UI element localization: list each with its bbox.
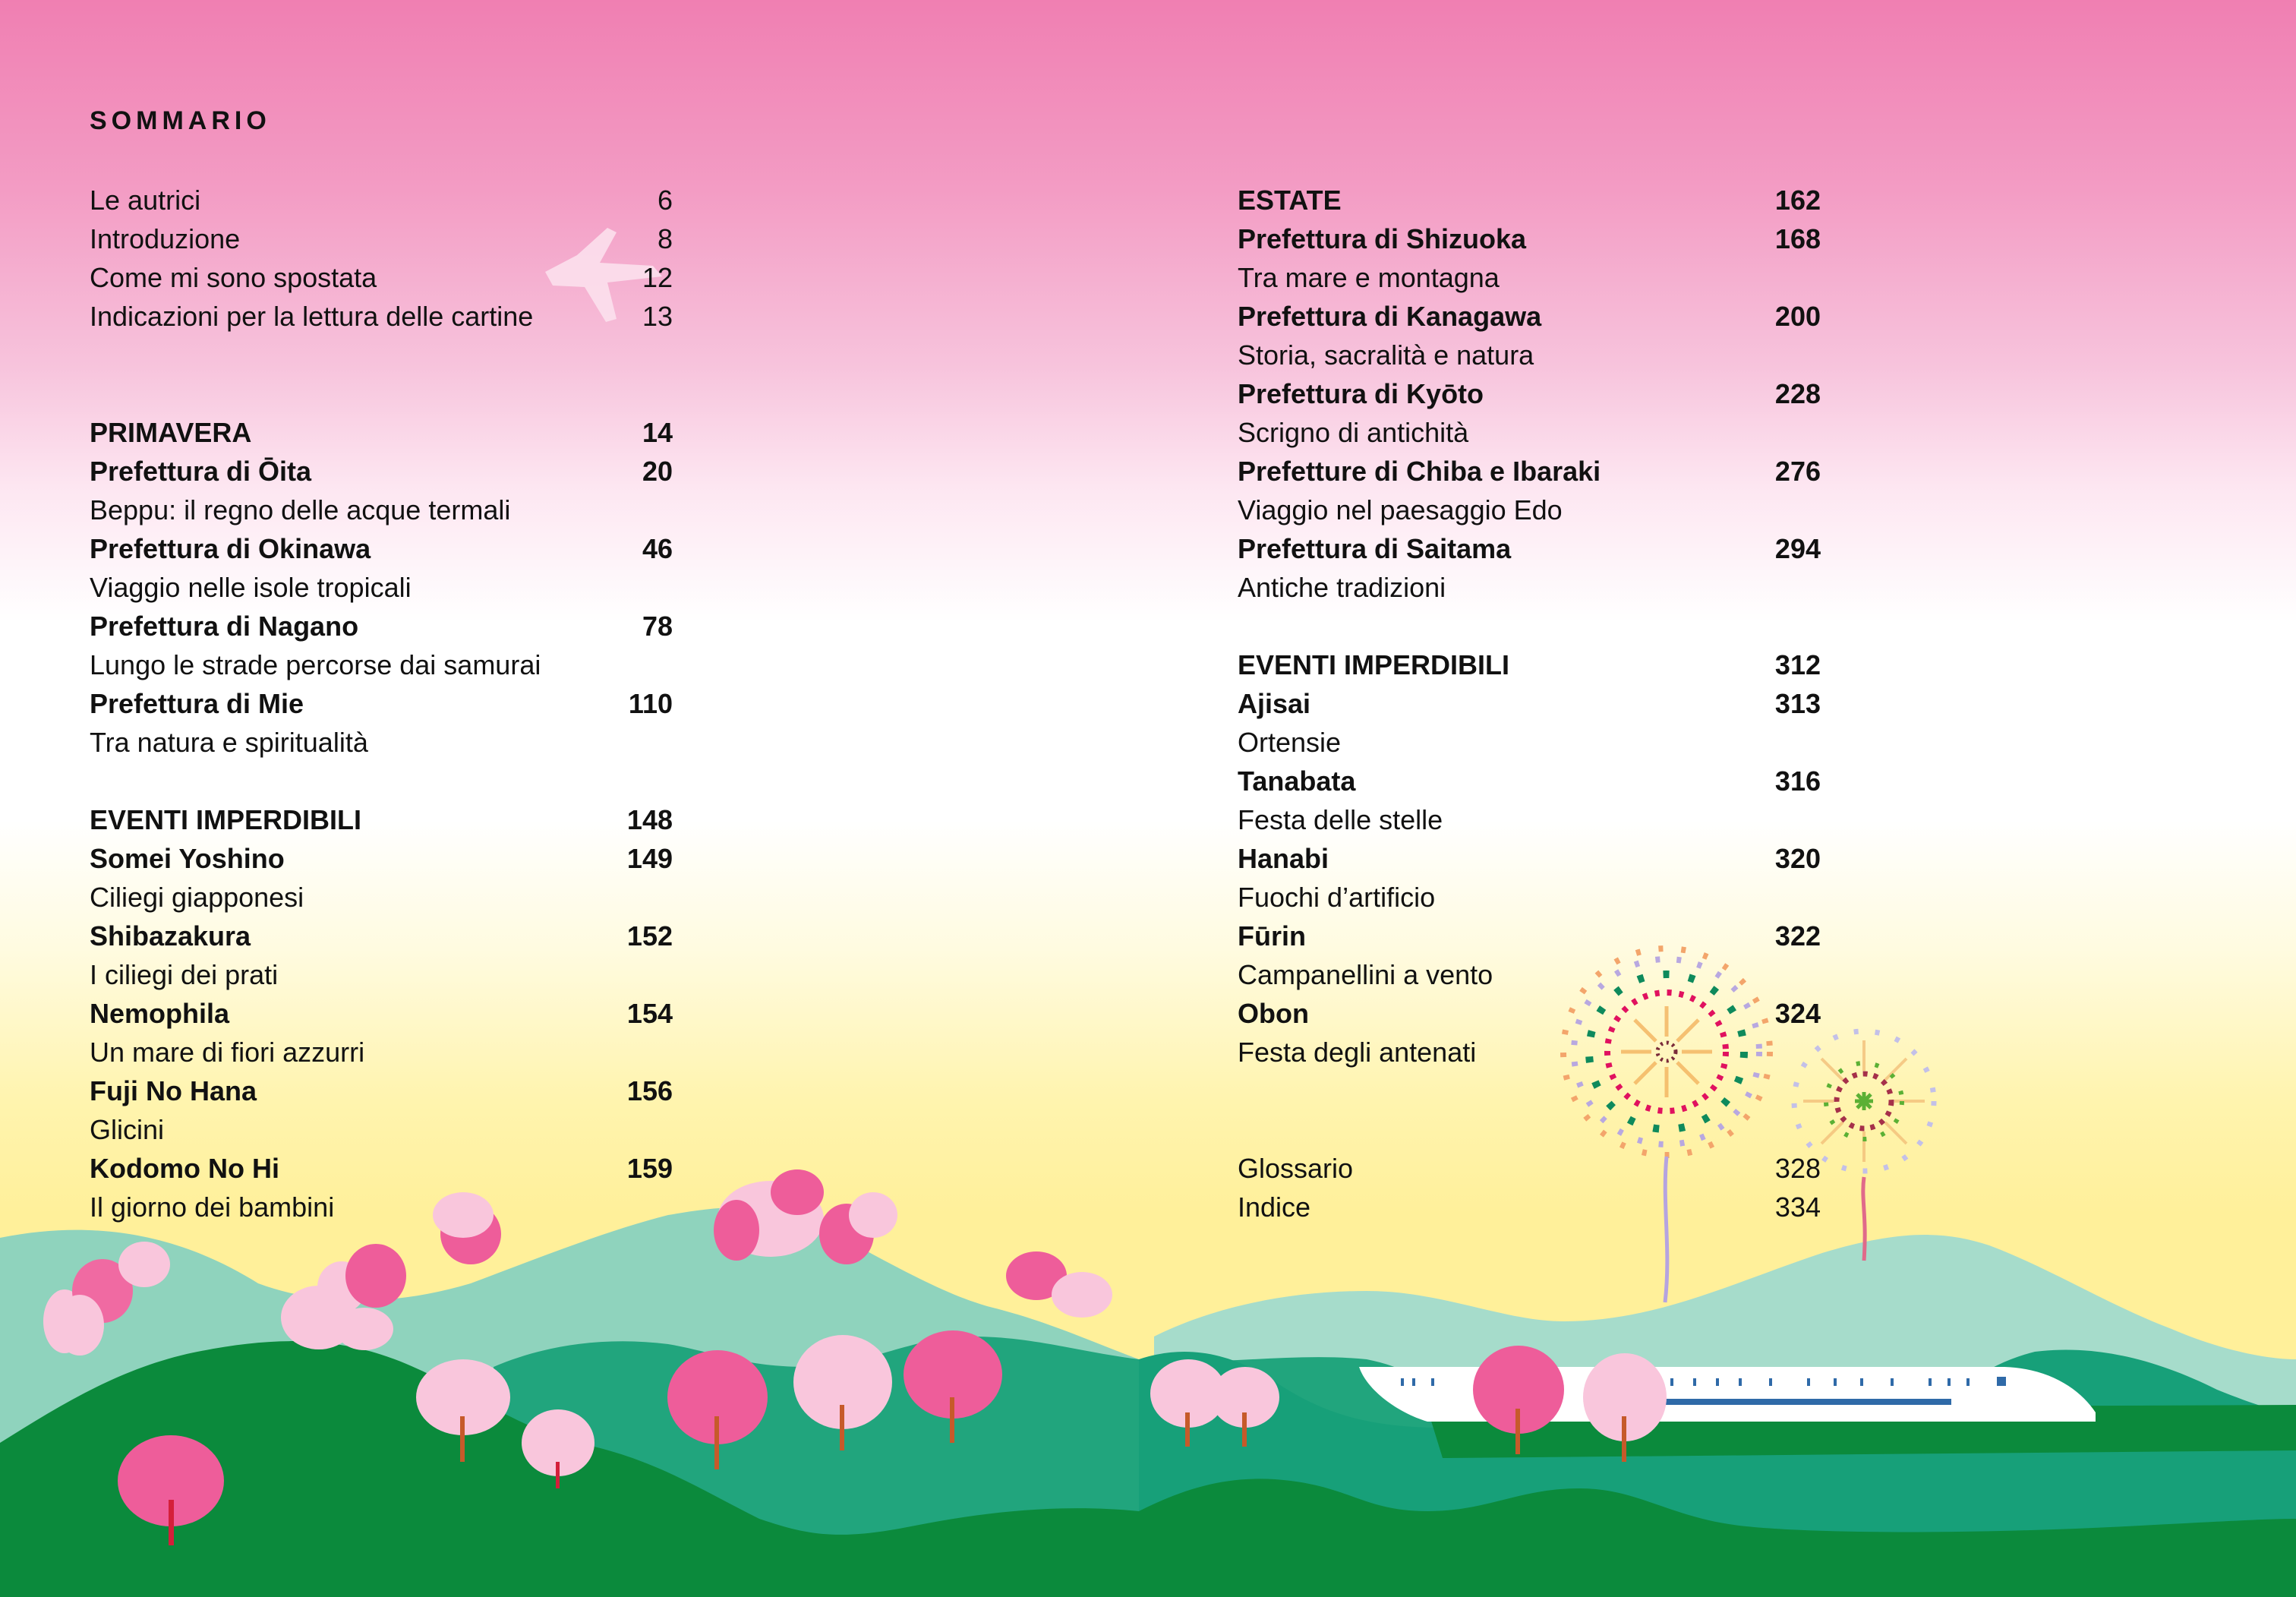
entry-page: 156 <box>626 1075 673 1106</box>
entry-page: 328 <box>1774 1153 1821 1184</box>
toc-right-column <box>1238 181 1821 1226</box>
entry-page: 294 <box>1774 533 1821 564</box>
train-illustration <box>1359 1367 2096 1422</box>
toc-entry[interactable] <box>90 684 673 723</box>
toc-entry[interactable] <box>1238 452 1821 491</box>
section-heading-eventi-estate[interactable] <box>1238 645 1821 684</box>
spacer <box>90 762 673 800</box>
section-label: EVENTI IMPERDIBILI <box>1238 649 1510 680</box>
entry-label: Le autrici <box>90 185 201 216</box>
section-label: EVENTI IMPERDIBILI <box>90 804 362 835</box>
entry-title: Prefettura di Nagano <box>90 611 359 642</box>
entry-label: Glossario <box>1238 1153 1354 1184</box>
entry-page: 322 <box>1774 920 1821 952</box>
entry-page: 78 <box>642 611 673 642</box>
entry-title: Tanabata <box>1238 765 1356 797</box>
subtitle-text: Viaggio nelle isole tropicali <box>90 572 412 603</box>
entry-subtitle <box>90 568 673 607</box>
toc-entry[interactable] <box>90 917 673 955</box>
entry-subtitle <box>90 491 673 529</box>
entry-page: 46 <box>642 533 673 564</box>
entry-title: Prefetture di Chiba e Ibaraki <box>1238 456 1601 487</box>
subtitle-text: I ciliegi dei prati <box>90 959 279 990</box>
entry-title: Prefettura di Kanagawa <box>1238 301 1542 332</box>
subtitle-text: Festa degli antenati <box>1238 1037 1477 1068</box>
entry-page: 334 <box>1774 1191 1821 1223</box>
subtitle-text: Ortensie <box>1238 727 1342 758</box>
entry-page: 110 <box>628 688 673 719</box>
entry-subtitle <box>1238 336 1821 374</box>
toc-entry[interactable] <box>90 258 673 297</box>
section-page: 312 <box>1774 649 1821 680</box>
entry-page: 228 <box>1774 378 1821 409</box>
toc-entry[interactable] <box>90 1149 673 1188</box>
entry-page: 152 <box>626 920 673 952</box>
section-page: 162 <box>1774 185 1821 216</box>
entry-subtitle <box>90 1188 673 1226</box>
entry-label: Indicazioni per la lettura delle cartine <box>90 301 534 332</box>
entry-subtitle <box>90 878 673 917</box>
entry-subtitle <box>1238 800 1821 839</box>
subtitle-text: Antiche tradizioni <box>1238 572 1446 603</box>
entry-title: Prefettura di Shizuoka <box>1238 223 1527 254</box>
toc-entry[interactable] <box>90 181 673 219</box>
toc-entry[interactable] <box>1238 529 1821 568</box>
section-page: 14 <box>642 417 673 448</box>
subtitle-text: Un mare di fiori azzurri <box>90 1037 365 1068</box>
section-label: ESTATE <box>1238 185 1342 216</box>
section-page: 148 <box>626 804 673 835</box>
toc-entry[interactable] <box>1238 219 1821 258</box>
entry-title: Ajisai <box>1238 688 1311 719</box>
entry-subtitle <box>1238 413 1821 452</box>
subtitle-text: Beppu: il regno delle acque termali <box>90 494 511 525</box>
subtitle-text: Glicini <box>90 1114 165 1145</box>
entry-title: Prefettura di Mie <box>90 688 304 719</box>
toc-entry[interactable] <box>1238 762 1821 800</box>
entry-title: Fuji No Hana <box>90 1075 257 1106</box>
entry-title: Nemophila <box>90 998 230 1029</box>
entry-subtitle <box>1238 723 1821 762</box>
spacer <box>90 336 673 413</box>
toc-entry[interactable] <box>90 219 673 258</box>
entry-subtitle <box>1238 1033 1821 1072</box>
toc-entry[interactable] <box>1238 374 1821 413</box>
toc-entry[interactable] <box>1238 994 1821 1033</box>
toc-entry[interactable] <box>90 607 673 645</box>
toc-entry[interactable] <box>1238 839 1821 878</box>
entry-title: Obon <box>1238 998 1309 1029</box>
entry-page: 276 <box>1774 456 1821 487</box>
entry-title: Somei Yoshino <box>90 843 285 874</box>
entry-subtitle <box>1238 955 1821 994</box>
entry-title: Hanabi <box>1238 843 1329 874</box>
subtitle-text: Tra natura e spiritualità <box>90 727 368 758</box>
entry-page: 149 <box>626 843 673 874</box>
toc-entry[interactable] <box>90 529 673 568</box>
section-heading-eventi-primavera[interactable] <box>90 800 673 839</box>
entry-label: Come mi sono spostata <box>90 262 377 293</box>
subtitle-text: Tra mare e montagna <box>1238 262 1500 293</box>
subtitle-text: Storia, sacralità e natura <box>1238 339 1534 371</box>
entry-page: 154 <box>626 998 673 1029</box>
subtitle-text: Festa delle stelle <box>1238 804 1443 835</box>
entry-subtitle <box>90 645 673 684</box>
spacer <box>1238 1072 1821 1149</box>
subtitle-text: Scrigno di antichità <box>1238 417 1469 448</box>
entry-page: 313 <box>1774 688 1821 719</box>
entry-page: 8 <box>657 223 673 254</box>
entry-page: 168 <box>1774 223 1821 254</box>
entry-subtitle <box>90 723 673 762</box>
entry-subtitle <box>1238 491 1821 529</box>
entry-subtitle <box>1238 878 1821 917</box>
entry-title: Prefettura di Saitama <box>1238 533 1512 564</box>
toc-entry[interactable] <box>1238 684 1821 723</box>
page-title: SOMMARIO <box>90 106 271 135</box>
section-heading-primavera[interactable] <box>90 413 673 452</box>
entry-title: Kodomo No Hi <box>90 1153 279 1184</box>
toc-left-column <box>90 181 673 1226</box>
entry-title: Prefettura di Kyōto <box>1238 378 1484 409</box>
subtitle-text: Viaggio nel paesaggio Edo <box>1238 494 1563 525</box>
entry-page: 12 <box>642 262 673 293</box>
subtitle-text: Lungo le strade percorse dai samurai <box>90 649 541 680</box>
toc-entry[interactable] <box>1238 917 1821 955</box>
toc-entry[interactable] <box>90 297 673 336</box>
entry-page: 159 <box>626 1153 673 1184</box>
section-label: PRIMAVERA <box>90 417 252 448</box>
entry-label: Introduzione <box>90 223 241 254</box>
toc-entry[interactable] <box>90 452 673 491</box>
entry-subtitle <box>90 1033 673 1072</box>
toc-entry-glossario[interactable] <box>1238 1149 1821 1188</box>
subtitle-text: Campanellini a vento <box>1238 959 1493 990</box>
entry-page: 320 <box>1774 843 1821 874</box>
entry-page: 20 <box>642 456 673 487</box>
subtitle-text: Fuochi d’artificio <box>1238 882 1436 913</box>
entry-subtitle <box>90 1110 673 1149</box>
entry-title: Prefettura di Ōita <box>90 456 312 487</box>
entry-subtitle <box>90 955 673 994</box>
entry-page: 324 <box>1774 998 1821 1029</box>
toc-entry[interactable] <box>90 839 673 878</box>
toc-entry-indice[interactable] <box>1238 1188 1821 1226</box>
entry-label: Indice <box>1238 1191 1311 1223</box>
toc-entry[interactable] <box>1238 297 1821 336</box>
entry-subtitle <box>1238 568 1821 607</box>
toc-entry[interactable] <box>90 1072 673 1110</box>
entry-page: 200 <box>1774 301 1821 332</box>
section-heading-estate[interactable] <box>1238 181 1821 219</box>
entry-title: Shibazakura <box>90 920 251 952</box>
entry-page: 316 <box>1774 765 1821 797</box>
subtitle-text: Ciliegi giapponesi <box>90 882 304 913</box>
toc-entry[interactable] <box>90 994 673 1033</box>
entry-page: 6 <box>657 185 673 216</box>
entry-title: Prefettura di Okinawa <box>90 533 371 564</box>
entry-title: Fūrin <box>1238 920 1306 952</box>
entry-page: 13 <box>642 301 673 332</box>
spacer <box>1238 607 1821 645</box>
entry-subtitle <box>1238 258 1821 297</box>
subtitle-text: Il giorno dei bambini <box>90 1191 335 1223</box>
